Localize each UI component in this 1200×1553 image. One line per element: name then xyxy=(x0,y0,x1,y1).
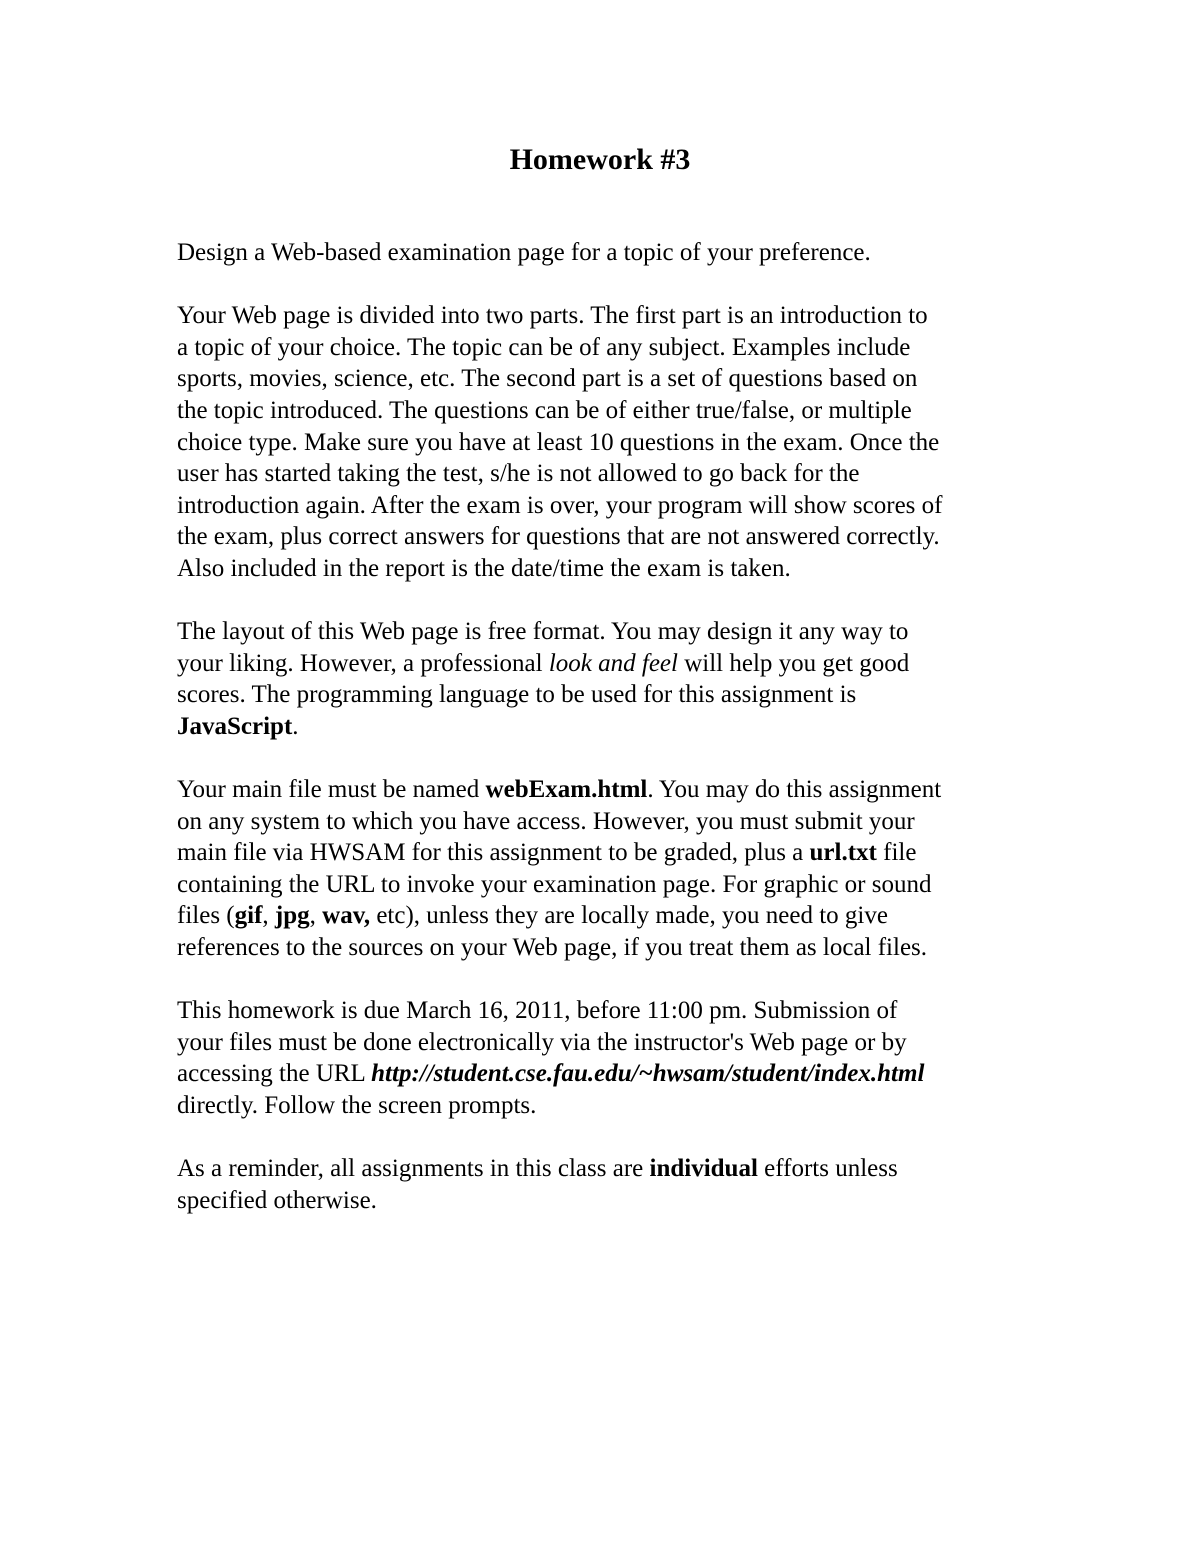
bold-text: jpg xyxy=(274,902,310,930)
bold-text: JavaScript xyxy=(177,712,293,740)
text-run: etc), unless they are locally made, you need to give xyxy=(370,902,888,930)
text-line xyxy=(177,1185,1037,1217)
text-run: The layout of this Web page is free format. You may design it any way to xyxy=(177,618,909,646)
text-line xyxy=(177,1058,1037,1090)
text-run: main file via HWSAM for this assignment to be graded, plus a xyxy=(177,839,810,867)
text-line xyxy=(177,837,1037,869)
text-run: files ( xyxy=(177,902,235,930)
bold-text: wav, xyxy=(322,902,371,930)
document-title: Homework #3 xyxy=(509,143,691,176)
text-line xyxy=(177,679,1037,711)
text-run: Also included in the report is the date/time the exam is taken. xyxy=(177,554,791,582)
paragraph-1 xyxy=(177,237,1037,269)
text-line xyxy=(177,1027,1037,1059)
text-line xyxy=(177,1153,1037,1185)
text-run: choice type. Make sure you have at least 10 questions in the exam. Once the xyxy=(177,428,940,456)
italic-text: look and feel xyxy=(548,649,678,677)
text-line xyxy=(177,932,1037,964)
text-line xyxy=(177,395,1037,427)
text-run: containing the URL to invoke your examination page. For graphic or sound xyxy=(177,870,932,898)
text-run: Your main file must be named xyxy=(177,776,486,804)
text-run: . xyxy=(292,712,299,740)
text-run: , xyxy=(262,902,275,930)
paragraph-4 xyxy=(177,774,1037,964)
text-line xyxy=(177,1090,1037,1122)
bold-text: url.txt xyxy=(809,839,877,867)
text-line xyxy=(177,521,1037,553)
text-run: sports, movies, science, etc. The second part is a set of questions based on xyxy=(177,365,918,393)
text-run: file xyxy=(876,839,917,867)
paragraph-2 xyxy=(177,300,1037,584)
text-line xyxy=(177,995,1037,1027)
text-line xyxy=(177,648,1037,680)
text-run: , xyxy=(309,902,323,930)
text-line xyxy=(177,616,1037,648)
paragraph-6 xyxy=(177,1153,1037,1216)
bold-text: individual xyxy=(649,1155,758,1183)
text-run: user has started taking the test, s/he is not allowed to go back for the xyxy=(177,460,860,488)
text-run: Your Web page is divided into two parts. The first part is an introduction to xyxy=(177,302,928,330)
text-run: references to the sources on your Web page, if you treat them as local files. xyxy=(177,934,928,962)
text-run: accessing the URL xyxy=(177,1060,372,1088)
text-run: will help you get good xyxy=(677,649,910,677)
bold-text: gif xyxy=(234,902,263,930)
text-line xyxy=(177,300,1037,332)
text-run: This homework is due March 16, 2011, before 11:00 pm. Submission of xyxy=(177,997,898,1025)
text-run: the topic introduced. The questions can be of either true/false, or multiple xyxy=(177,396,912,424)
text-run: the exam, plus correct answers for questions that are not answered correctly. xyxy=(177,523,940,551)
text-run: on any system to which you have access. However, you must submit your xyxy=(177,807,915,835)
paragraph-3 xyxy=(177,616,1037,742)
text-run: a topic of your choice. The topic can be of any subject. Examples include xyxy=(177,333,911,361)
text-run: efforts unless xyxy=(757,1155,898,1183)
text-line xyxy=(177,363,1037,395)
text-run: specified otherwise. xyxy=(177,1186,377,1214)
text-run: your files must be done electronically via the instructor's Web page or by xyxy=(177,1028,907,1056)
text-line xyxy=(177,774,1037,806)
text-run: . You may do this assignment xyxy=(647,776,942,804)
text-run: your liking. However, a professional xyxy=(177,649,549,677)
url-emphasis xyxy=(371,1060,924,1087)
text-line xyxy=(177,427,1037,459)
bold-text: webExam.html xyxy=(485,776,648,804)
text-line xyxy=(177,458,1037,490)
document-body xyxy=(177,237,1037,1248)
text-run: introduction again. After the exam is over, your program will show scores of xyxy=(177,491,943,519)
text-line xyxy=(177,711,1037,743)
url-text: http://student.cse.fau.edu/~hwsam/student/index.html xyxy=(371,1060,925,1088)
text-line xyxy=(177,900,1037,932)
text-run: scores. The programming language to be used for this assignment is xyxy=(177,681,857,709)
text-line xyxy=(177,869,1037,901)
text-line xyxy=(177,490,1037,522)
text-run: Design a Web-based examination page for a topic of your preference. xyxy=(177,239,871,266)
text-line xyxy=(177,553,1037,585)
text-run: directly. Follow the screen prompts. xyxy=(177,1092,537,1120)
text-run: As a reminder, all assignments in this class are xyxy=(177,1155,650,1183)
text-line xyxy=(177,806,1037,838)
text-line xyxy=(177,237,1037,269)
text-line xyxy=(177,332,1037,364)
paragraph-5 xyxy=(177,995,1037,1121)
